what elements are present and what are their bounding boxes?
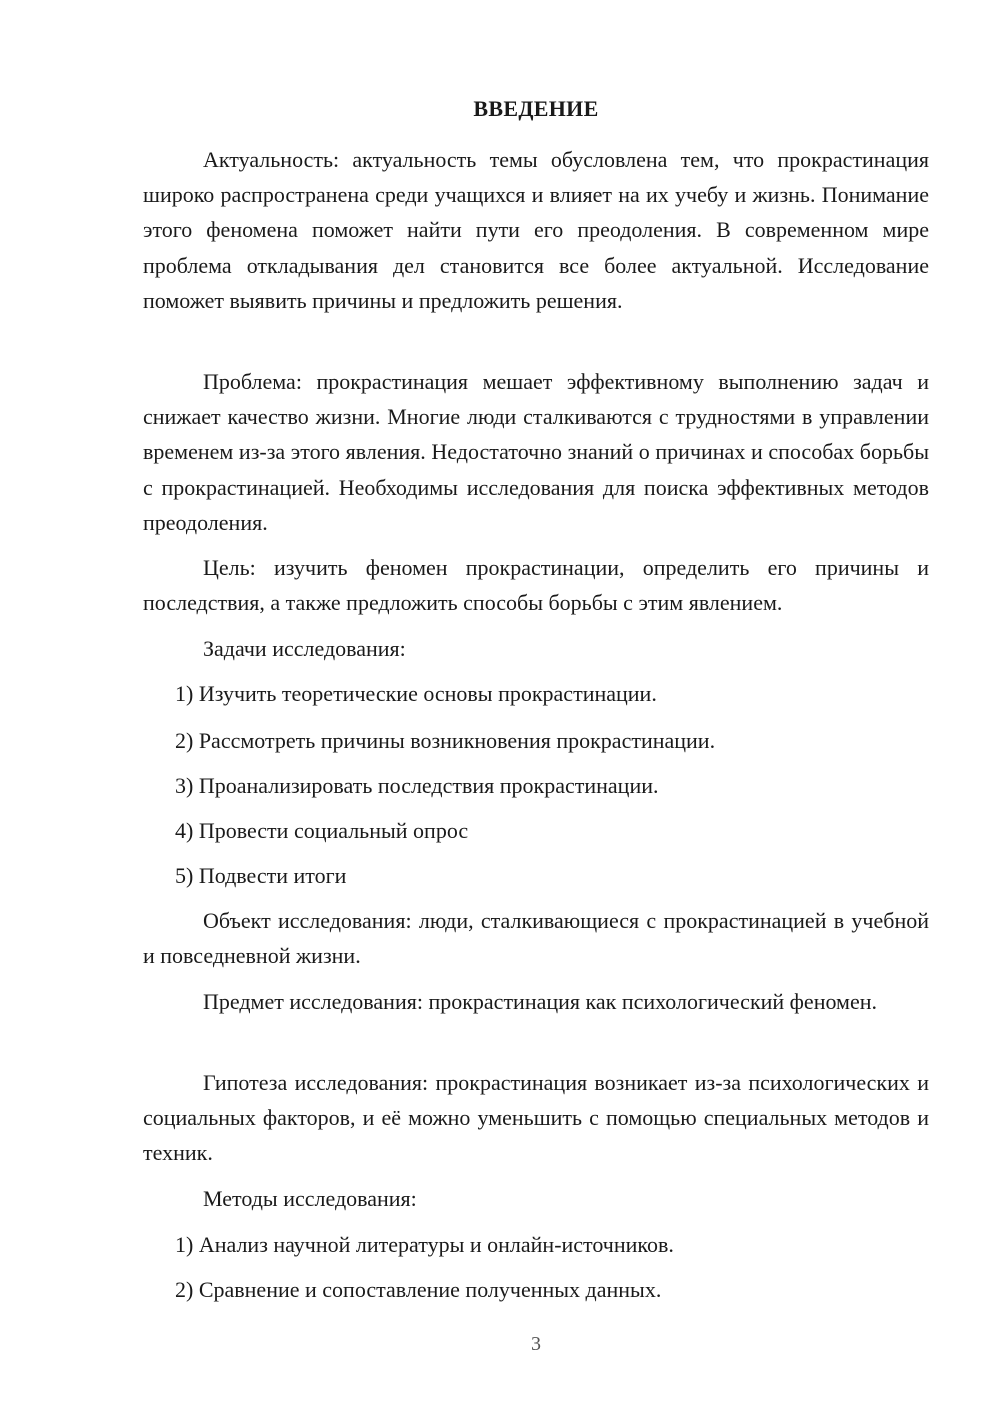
tasks-heading: Задачи исследования: xyxy=(203,636,406,661)
subject-paragraph: Предмет исследования: прокрастинация как психологический феномен. xyxy=(203,989,878,1014)
task-item-3: 3) Проанализировать последствия прокрастинации. xyxy=(175,773,659,798)
methods-heading: Методы исследования: xyxy=(203,1186,417,1211)
relevance-paragraph: Актуальность: актуальность темы обусловлена тем, что прокрастинация широко распространена среди учащихся и влияет на их учебу и жизнь. Понимание этого феномена поможет найти пути его преодоления. В современном мире проблема откладывания дел становится все более актуальной. Исследование поможет выявить причины и предложить решения. xyxy=(143,147,929,313)
hypothesis-paragraph: Гипотеза исследования: прокрастинация возникает из-за психологических и социальных факторов, и её можно уменьшить с помощью специальных методов и техник. xyxy=(143,1070,929,1166)
method-item-1: 1) Анализ научной литературы и онлайн-источников. xyxy=(175,1232,674,1257)
method-item-2: 2) Сравнение и сопоставление полученных данных. xyxy=(175,1277,662,1302)
page-title: ВВЕДЕНИЕ xyxy=(473,96,599,121)
task-item-4: 4) Провести социальный опрос xyxy=(175,818,469,843)
task-item-1: 1) Изучить теоретические основы прокрастинации. xyxy=(175,681,657,706)
goal-paragraph: Цель: изучить феномен прокрастинации, определить его причины и последствия, а также предложить способы борьбы с этим явлением. xyxy=(143,555,929,616)
problem-paragraph: Проблема: прокрастинация мешает эффективному выполнению задач и снижает качество жизни. Многие люди сталкиваются с трудностями в управлении временем из-за этого явления. Недостаточно знаний о причинах и способах борьбы с прокрастинацией. Необходимы исследования для поиска эффективных методов преодоления. xyxy=(143,369,929,535)
page-number: 3 xyxy=(531,1333,541,1355)
task-item-5: 5) Подвести итоги xyxy=(175,863,347,888)
task-item-2: 2) Рассмотреть причины возникновения прокрастинации. xyxy=(175,728,716,753)
object-paragraph: Объект исследования: люди, сталкивающиеся с прокрастинацией в учебной и повседневной жизни. xyxy=(143,908,929,969)
